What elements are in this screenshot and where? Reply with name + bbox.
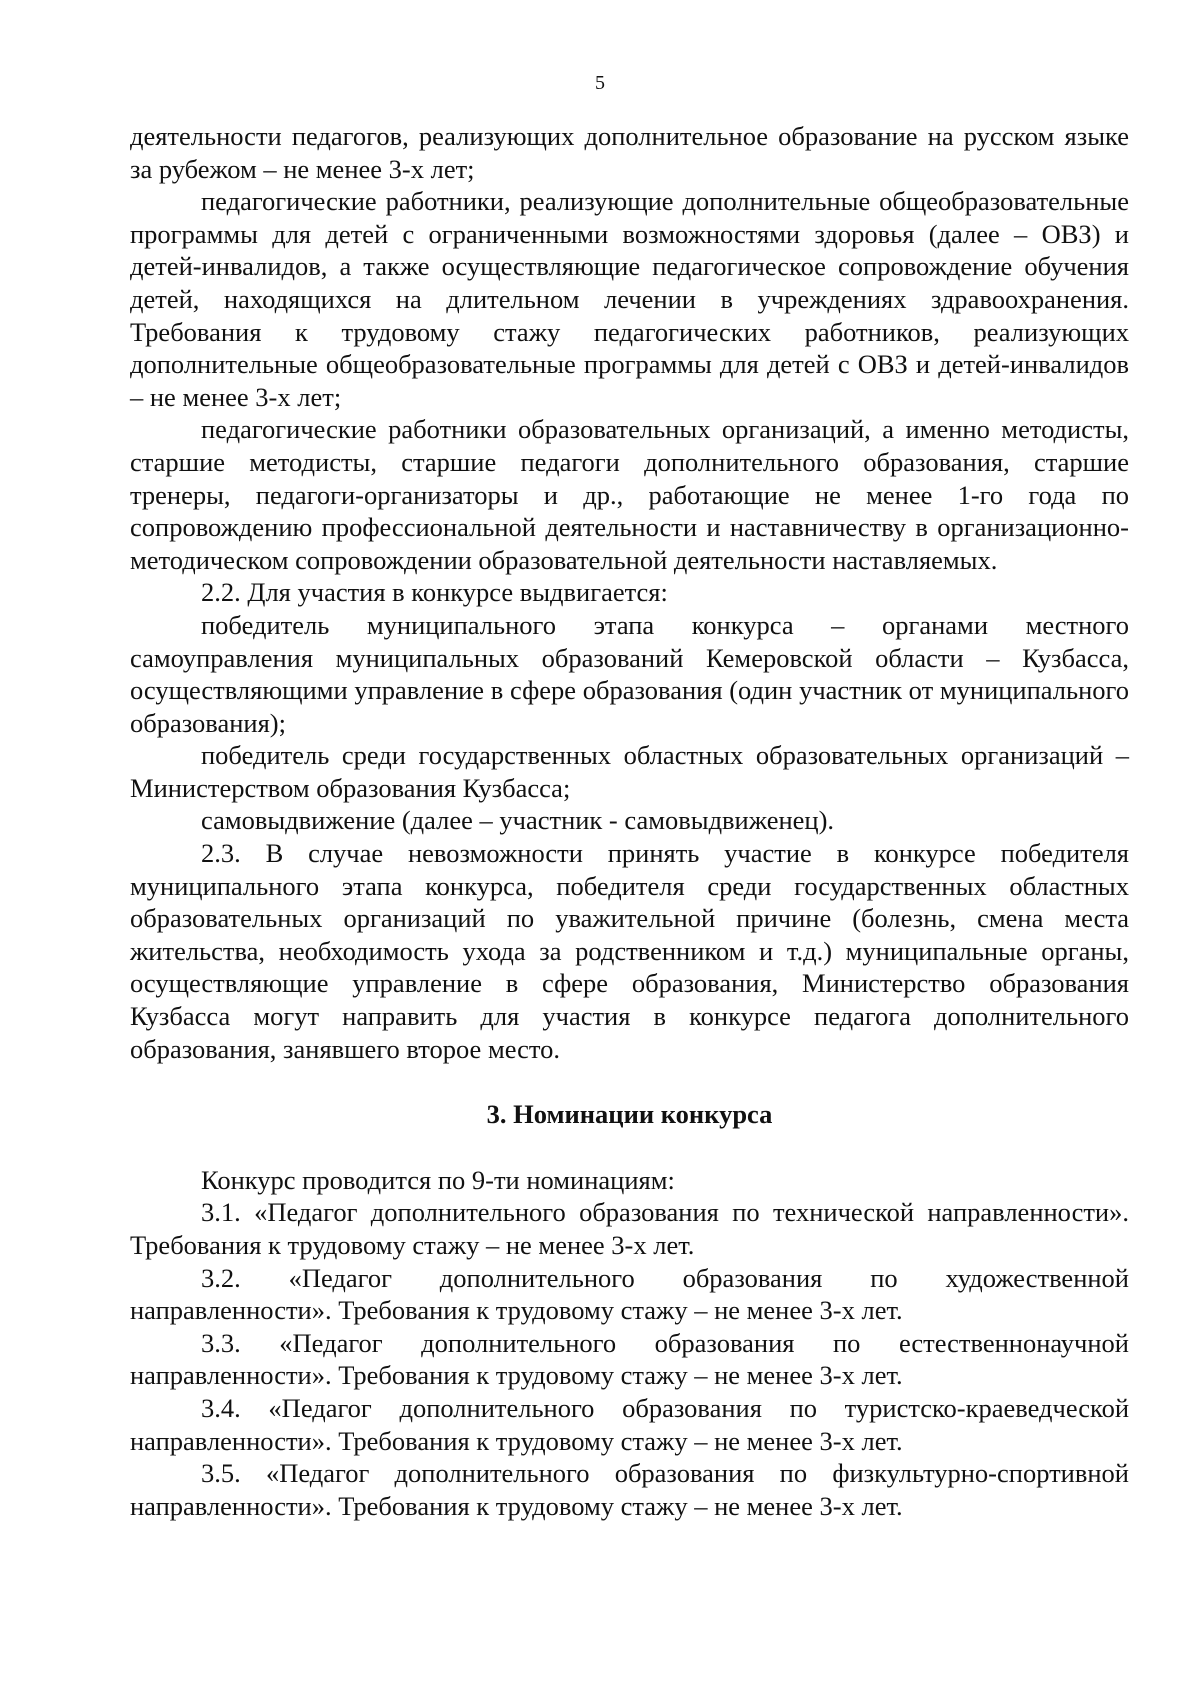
paragraph-methodists: педагогические работники образовательных организаций, а именно методисты, старшие методисты, старшие педагоги дополнительного образования, старшие тренеры, педагоги-организаторы и др., работающие не менее 1-го года по сопровождению профессиональной деятельности и наставничеству в организационно-методическом сопровождении образовательной деятельности наставляемых. (130, 414, 1129, 575)
document-body (130, 120, 1129, 1522)
nomination-item: 3.1. «Педагог дополнительного образования по технической направленности». Требования к трудовому стажу – не менее 3-х лет. (130, 1197, 1129, 1260)
paragraph-regional-winner: победитель среди государственных областных образовательных организаций – Министерством образования Кузбасса; (130, 740, 1129, 803)
paragraph-2-2: 2.2. Для участия в конкурсе выдвигается: (201, 577, 668, 608)
nomination-item: 3.2. «Педагог дополнительного образования по художественной направленности». Требования к трудовому стажу – не менее 3-х лет. (130, 1262, 1129, 1326)
paragraph-municipal-winner: победитель муниципального этапа конкурса – органами местного самоуправления муниципальных образований Кемеровской области – Кузбасса, осуществляющими управление в сфере образования (один участник от муниципального образования); (130, 609, 1129, 738)
nomination-item: 3.5. «Педагог дополнительного образования по физкультурно-спортивной направленности». Требования к трудовому стажу – не менее 3-х лет. (130, 1458, 1129, 1521)
nomination-item: 3.4. «Педагог дополнительного образования по туристско-краеведческой направленности». Требования к трудовому стажу – не менее 3-х лет. (130, 1392, 1129, 1456)
nomination-item: 3.3. «Педагог дополнительного образования по естественнонаучной направленности». Требования к трудовому стажу – не менее 3-х лет. (130, 1327, 1129, 1391)
page-number: 5 (595, 72, 605, 94)
paragraph-continuation: деятельности педагогов, реализующих дополнительное образование на русском языке за рубежом – не менее 3-х лет; (130, 121, 1129, 184)
nominations-intro: Конкурс проводится по 9-ти номинациям: (201, 1164, 675, 1195)
paragraph-self-nomination: самовыдвижение (далее – участник - самовыдвиженец). (201, 805, 835, 836)
section-heading: 3. Номинации конкурса (486, 1099, 773, 1130)
paragraph-2-3: 2.3. В случае невозможности принять участие в конкурсе победителя муниципального этапа конкурса, победителя среди государственных областных образовательных организаций по уважительной причине (болезнь, смена места жительства, необходимость ухода за родственником и т.д.) муниципальные органы, осуществляющие управление в сфере образования, Министерство образования Кузбасса могут направить для участия в конкурсе педагога дополнительного образования, занявшего второе место. (130, 838, 1129, 1064)
paragraph-ovz-teachers: педагогические работники, реализующие дополнительные общеобразовательные программы для детей с ограниченными возможностями здоровья (далее – ОВЗ) и детей-инвалидов, а также осуществляющие педагогическое сопровождение обучения детей, находящихся на длительном лечении в учреждениях здравоохранения. Требования к трудовому стажу педагогических работников, реализующих дополнительные общеобразовательные программы для детей с ОВЗ и детей-инвалидов – не менее 3-х лет; (130, 186, 1129, 412)
